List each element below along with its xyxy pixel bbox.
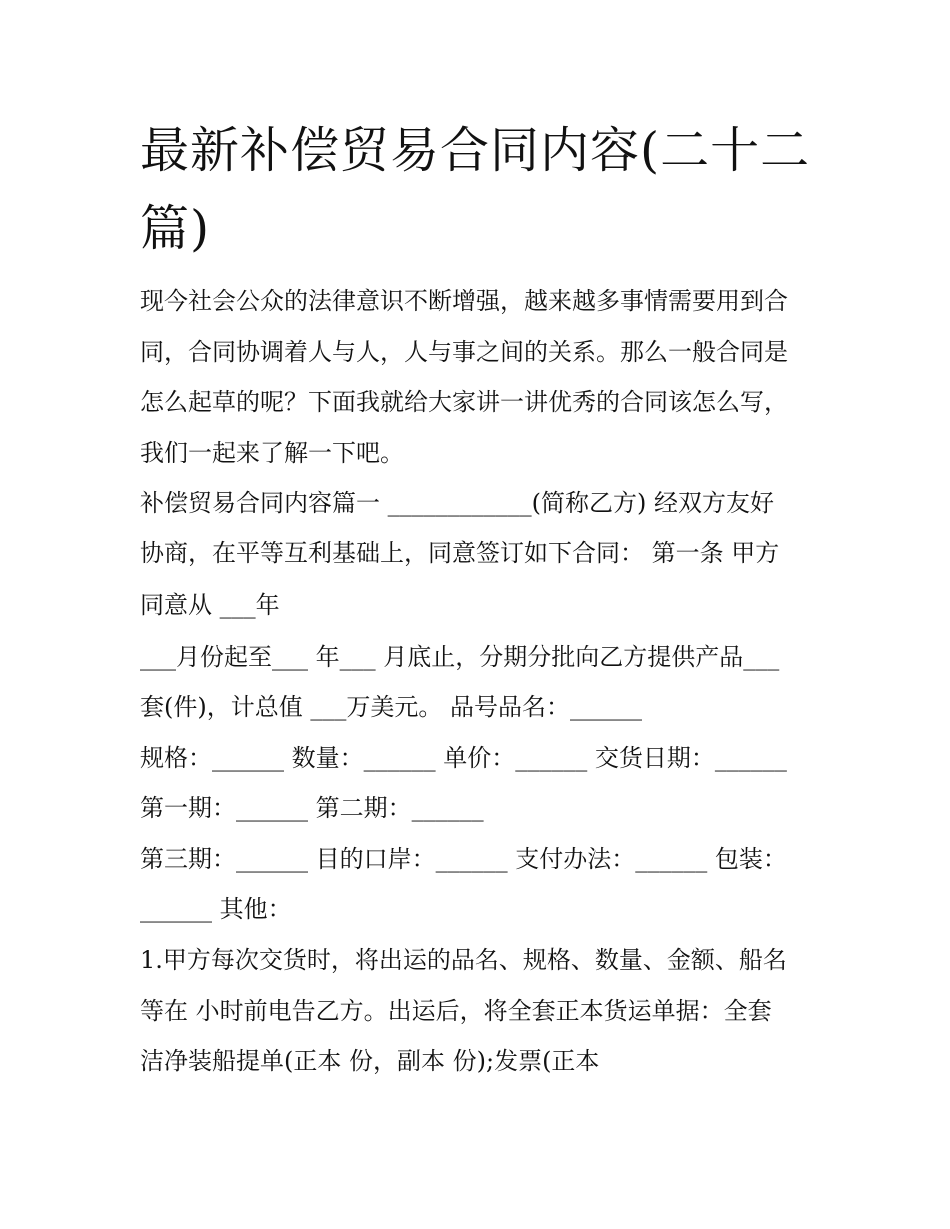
intro-line: 我们一起来了解一下吧。 — [140, 438, 404, 467]
contract-line: 同意从 ___年 — [140, 591, 280, 619]
intro-line: 现今社会公众的法律意识不断增强，越来越多事情需要用到合 — [140, 287, 788, 315]
contract-line: 第三期：______ 目的口岸：______ 支付办法：______ 包装： — [140, 845, 787, 873]
contract-line: 1.甲方每次交货时，将出运的品名、规格、数量、金额、船名 — [140, 946, 787, 974]
contract-line: 规格：______ 数量：______ 单价：______ 交货日期：______ — [140, 744, 787, 772]
intro-line: 怎么起草的呢？下面我就给大家讲一讲优秀的合同该怎么写， — [140, 388, 788, 416]
contract-line: ______ 其他： — [140, 895, 292, 923]
contract-line: 等在 小时前电告乙方。出运后，将全套正本货运单据：全套 — [140, 997, 772, 1025]
intro-line: 同，合同协调着人与人，人与事之间的关系。那么一般合同是 — [140, 337, 788, 366]
contract-line: 第一期：______ 第二期：______ — [140, 794, 484, 822]
contract-line: ___月份起至___ 年___ 月底止，分期分批向乙方提供产品___ — [140, 643, 780, 671]
contract-line: 补偿贸易合同内容篇一 ____________(简称乙方) 经双方友好 — [140, 489, 774, 517]
intro-paragraph — [140, 276, 812, 478]
contract-line: 洁净装船提单(正本 份，副本 份);发票(正本 — [140, 1047, 600, 1075]
contract-line: 协商，在平等互利基础上，同意签订如下合同： 第一条 甲方 — [140, 539, 780, 567]
document-title: 最新补偿贸易合同内容(二十二篇) — [140, 122, 811, 257]
contract-line: 套(件)，计总值 ___万美元。 品号品名：______ — [140, 693, 642, 721]
